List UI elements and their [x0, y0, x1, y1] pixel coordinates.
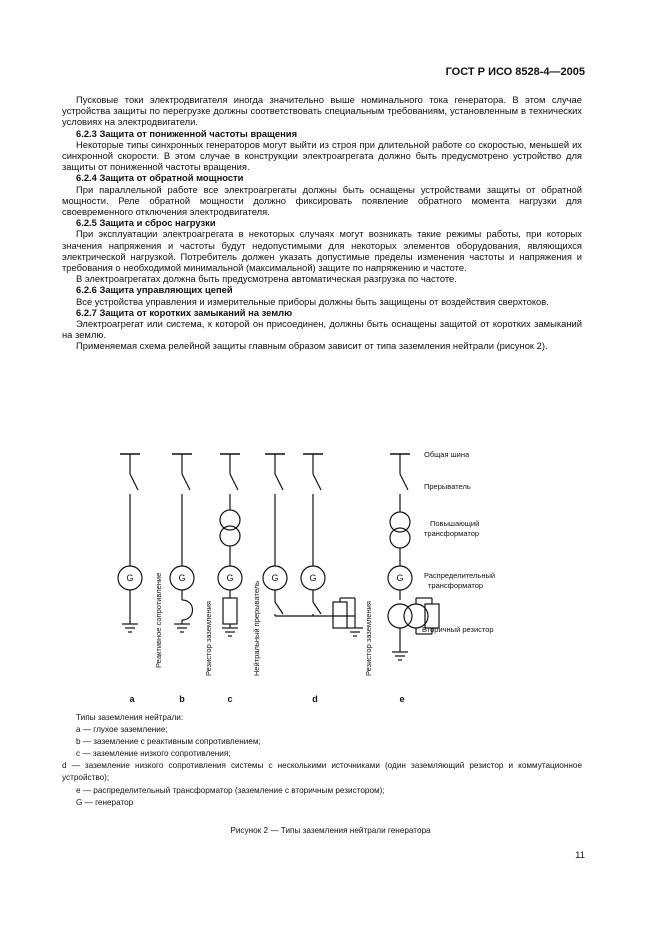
label-resistor-ground-d: Резистор заземления [364, 601, 373, 676]
paragraph: В электроагрегатах должна быть предусмотрена автоматическая разгрузка по частоте. [76, 273, 457, 285]
generator-symbol: G [178, 573, 186, 583]
legend-item: а — глухое заземление; [76, 725, 168, 735]
section-heading: 6.2.7 Защита от коротких замыканий на землю [76, 306, 293, 318]
legend-title: Типы заземления нейтрали: [76, 713, 184, 722]
scheme-c [218, 454, 242, 636]
label-busbar: Общая шина [424, 450, 470, 459]
figure-legend [62, 712, 582, 809]
legend-item: d — заземление низкого сопротивления системы с несколькими источниками (один заземляющий резистор и коммутационное устройство); [62, 761, 582, 783]
paragraph: При эксплуатации электроагрегата в некоторых случаях могут возникать такие режимы работы, при которых значения напряжения и частоты будут недопустимыми для некоторых элементов оборудования, являющихся электрической нагрузкой. Потребитель должен указать допустимые пределы изменения частоты и напряжения и требования о необходимой минимальной (максимальной) защите по напряжению и частоте. [62, 228, 582, 274]
scheme-d [263, 454, 363, 636]
paragraph: Пусковые токи электродвигателя иногда значительно выше номинального тока генератора. В этом случае устройства защиты по перегрузке должны соответствовать специальным требованиям, установленным в технических условиях на электродвигатели. [62, 94, 582, 128]
legend-item: G — генератор [76, 797, 134, 807]
label-neutral-breaker: Нейтральный прерыватель [252, 580, 261, 676]
scheme-letter-c: c [227, 694, 233, 704]
label-distribution-transformer: Распределительный трансформатор [424, 571, 496, 590]
scheme-letter-b: b [179, 694, 185, 704]
scheme-letter-a: a [129, 694, 135, 704]
page-number: 11 [575, 850, 585, 861]
scheme-a [118, 454, 142, 632]
generator-symbol: G [271, 573, 279, 583]
label-secondary-resistor: Вторичный резистор [422, 625, 494, 634]
section-heading: 6.2.6 Защита управляющих цепей [76, 284, 233, 296]
paragraph: Некоторые типы синхронных генераторов могут выйти из строя при длительной работе со скоростью, меньшей их синхронной скорости. В этом случае в конструкции электроагрегата должно быть предусмотрено устройство для защиты от пониженной частоты вращения. [62, 138, 582, 173]
paragraph: Электроагрегат или система, к которой он присоединен, должны быть оснащены защитой от коротких замыканий на землю. [62, 318, 582, 341]
label-reactive: Реактивное сопротивление [154, 572, 163, 668]
paragraph: Все устройства управления и измерительные приборы должны быть защищены от воздействия сверхтоков. [76, 295, 549, 307]
figure-caption: Рисунок 2 — Типы заземления нейтрали генератора [230, 826, 431, 835]
section-heading: 6.2.3 Защита от пониженной частоты вращения [76, 127, 298, 139]
legend-item: e — распределительный трансформатор (заземление с вторичным резистором); [76, 785, 385, 795]
paragraph: При параллельной работе все электроагрегаты должны быть оснащены устройствами защиты от обратной мощности. Реле обратной мощности должно фиксировать появление обратного момента нагрузки для своевременного отключения электродвигателя. [62, 183, 582, 218]
label-stepup-transformer: Повышающий трансформатор [424, 519, 480, 538]
generator-symbol: G [126, 573, 134, 583]
generator-symbol: G [226, 573, 234, 583]
document-header: ГОСТ Р ИСО 8528-4—2005 [445, 66, 585, 78]
scheme-b [170, 454, 194, 632]
legend-item: b — заземление с реактивным сопротивлением; [76, 737, 261, 747]
generator-symbol: G [396, 573, 404, 583]
scheme-letter-d: d [312, 694, 318, 704]
scheme-letter-e: e [399, 694, 405, 704]
legend-item: c — заземление низкого сопротивления; [76, 749, 231, 759]
section-heading: 6.2.4 Защита от обратной мощности [76, 172, 244, 184]
generator-symbol: G [309, 573, 317, 583]
label-resistor-ground-c: Резистор заземления [204, 601, 213, 676]
section-heading: 6.2.5 Защита и сброс нагрузки [76, 217, 216, 229]
paragraph: Применяемая схема релейной защиты главным образом зависит от типа заземления нейтрали (рисунок 2). [76, 340, 548, 352]
label-breaker: Прерыватель [424, 482, 471, 491]
